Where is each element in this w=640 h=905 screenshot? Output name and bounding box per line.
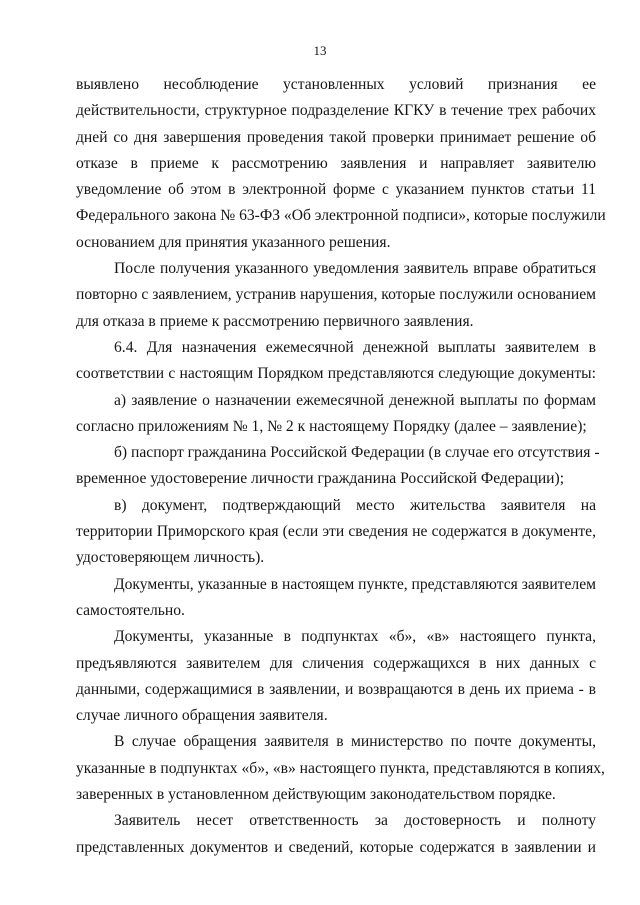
paragraph: [76, 493, 596, 572]
text-line: дней со дня завершения проведения такой проверки принимает решение об: [76, 128, 596, 146]
text-line: в) документ, подтверждающий место жительства заявителя на: [114, 496, 596, 514]
text-line: удостоверяющем личность).: [76, 549, 265, 567]
text-line: заверенных в установленном действующим законодательством порядке.: [76, 786, 556, 804]
text-line: данными, содержащимися в заявлении, и возвращаются в день их приема - в: [76, 680, 596, 698]
text-line: отказе в приеме к рассмотрению заявления и направляет заявителю: [76, 154, 596, 172]
text-line: уведомление об этом в электронной форме с указанием пунктов статьи 11: [76, 181, 596, 199]
text-line: После получения указанного уведомления заявитель вправе обратиться: [114, 260, 596, 278]
text-line: основанием для принятия указанного решения.: [76, 233, 391, 251]
text-line: предъявляются заявителем для сличения содержащихся в них данных с: [76, 654, 596, 672]
text-line: представленных документов и сведений, которые содержатся в заявлении и: [76, 838, 596, 856]
text-line: согласно приложениям № 1, № 2 к настоящему Порядку (далее – заявление);: [76, 417, 587, 435]
text-line: Документы, указанные в настоящем пункте, представляются заявителем: [114, 575, 597, 593]
paragraph: [76, 729, 605, 808]
text-line: территории Приморского края (если эти сведения не содержатся в документе,: [76, 523, 596, 541]
paragraph: [76, 388, 596, 441]
document-body: [76, 72, 606, 861]
text-line: Документы, указанные в подпунктах «б», «в» настоящего пункта,: [114, 628, 596, 646]
text-line: случае личного обращения заявителя.: [76, 707, 328, 725]
text-line: выявлено несоблюдение установленных условий признания ее: [76, 76, 596, 93]
text-line: Заявитель несет ответственность за достоверность и полноту: [114, 812, 596, 830]
text-line: самостоятельно.: [76, 601, 185, 619]
text-line: действительности, структурное подразделение КГКУ в течение трех рабочих: [76, 102, 596, 120]
text-line: повторно с заявлением, устранив нарушения, которые послужили основанием: [76, 286, 596, 304]
page-number: 13: [313, 43, 327, 58]
paragraph: [76, 808, 596, 861]
text-line: а) заявление о назначении ежемесячной денежной выплаты по формам: [114, 391, 596, 409]
paragraph: [76, 72, 606, 256]
text-line: указанные в подпунктах «б», «в» настоящего пункта, представляются в копиях,: [76, 759, 605, 777]
text-line: В случае обращения заявителя в министерство по почте документы,: [114, 733, 596, 751]
paragraph: [76, 256, 596, 335]
text-line: б) паспорт гражданина Российской Федерации (в случае его отсутствия -: [114, 444, 600, 462]
text-line: соответствии с настоящим Порядком представляются следующие документы:: [76, 365, 596, 383]
paragraph: [76, 624, 596, 729]
text-line: 6.4. Для назначения ежемесячной денежной выплаты заявителем в: [114, 338, 596, 356]
text-line: временное удостоверение личности гражданина Российской Федерации);: [76, 470, 565, 488]
paragraph: [76, 335, 596, 388]
paragraph: [76, 440, 600, 493]
text-line: Федерального закона № 63-ФЗ «Об электронной подписи», которые послужили: [76, 207, 606, 225]
text-line: для отказа в приеме к рассмотрению первичного заявления.: [76, 312, 474, 330]
paragraph: [76, 572, 596, 625]
